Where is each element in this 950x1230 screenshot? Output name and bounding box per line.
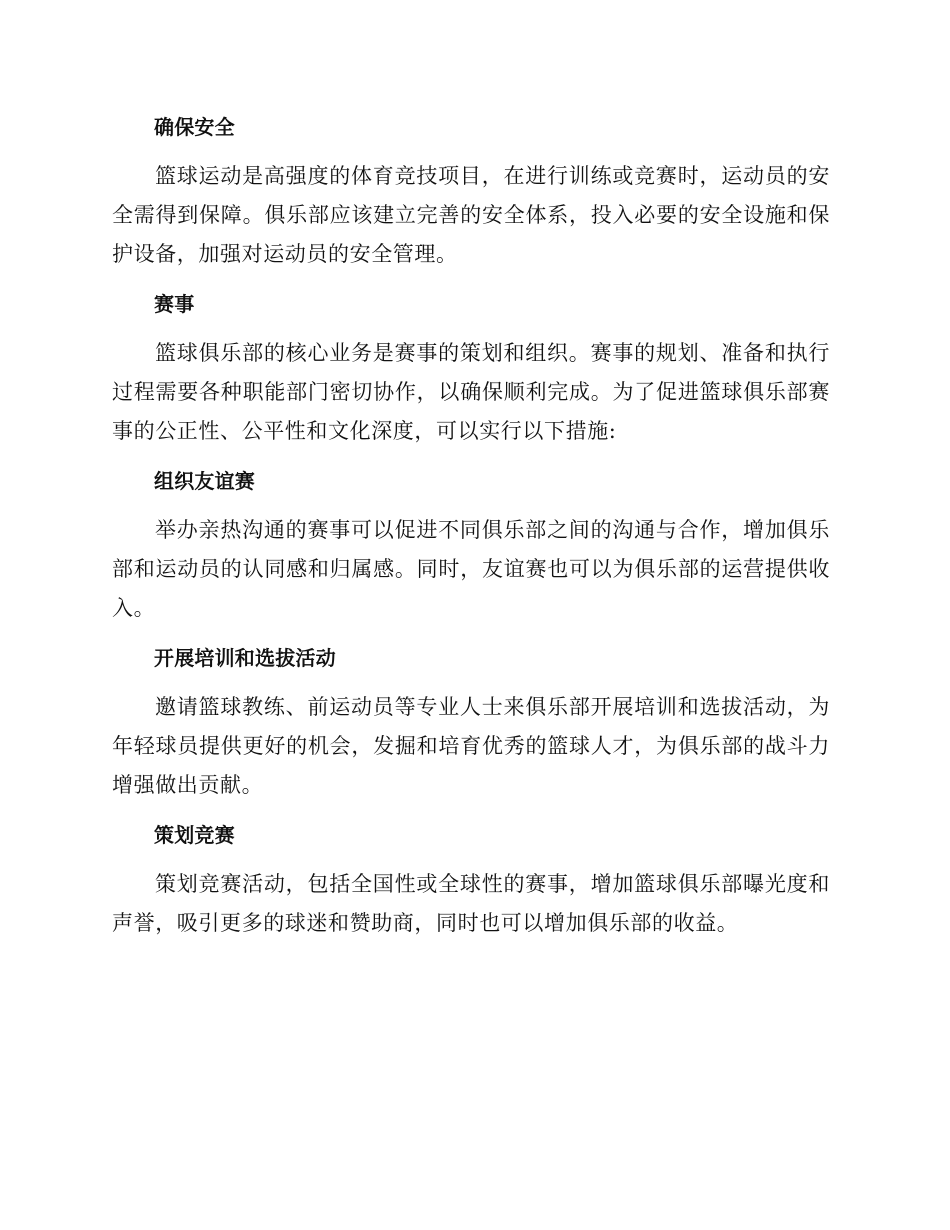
section-paragraph: 策划竞赛活动，包括全国性或全球性的赛事，增加篮球俱乐部曝光度和声誉，吸引更多的球迷和赞助商，同时也可以增加俱乐部的收益。 bbox=[112, 872, 830, 935]
section-paragraph: 篮球运动是高强度的体育竞技项目，在进行训练或竞赛时，运动员的安全需得到保障。俱乐部应该建立完善的安全体系，投入必要的安全设施和保护设备，加强对运动员的安全管理。 bbox=[112, 164, 830, 266]
section-safety bbox=[112, 108, 830, 274]
section-paragraph: 举办亲热沟通的赛事可以促进不同俱乐部之间的沟通与合作，增加俱乐部和运动员的认同感和归属感。同时，友谊赛也可以为俱乐部的运营提供收入。 bbox=[112, 518, 830, 620]
document-page bbox=[112, 108, 830, 954]
section-heading: 策划竞赛 bbox=[154, 823, 235, 847]
section-heading: 开展培训和选拔活动 bbox=[154, 646, 336, 670]
section-heading: 赛事 bbox=[154, 292, 195, 316]
section-competition-planning bbox=[112, 816, 830, 943]
section-events bbox=[112, 285, 830, 451]
section-heading: 组织友谊赛 bbox=[154, 469, 255, 493]
section-training-selection bbox=[112, 639, 830, 805]
section-paragraph: 邀请篮球教练、前运动员等专业人士来俱乐部开展培训和选拔活动，为年轻球员提供更好的机会，发掘和培育优秀的篮球人才，为俱乐部的战斗力增强做出贡献。 bbox=[112, 695, 830, 797]
section-heading: 确保安全 bbox=[154, 115, 235, 139]
section-paragraph: 篮球俱乐部的核心业务是赛事的策划和组织。赛事的规划、准备和执行过程需要各种职能部门密切协作，以确保顺利完成。为了促进篮球俱乐部赛事的公正性、公平性和文化深度，可以实行以下措施: bbox=[112, 341, 830, 443]
section-friendly-matches bbox=[112, 462, 830, 628]
